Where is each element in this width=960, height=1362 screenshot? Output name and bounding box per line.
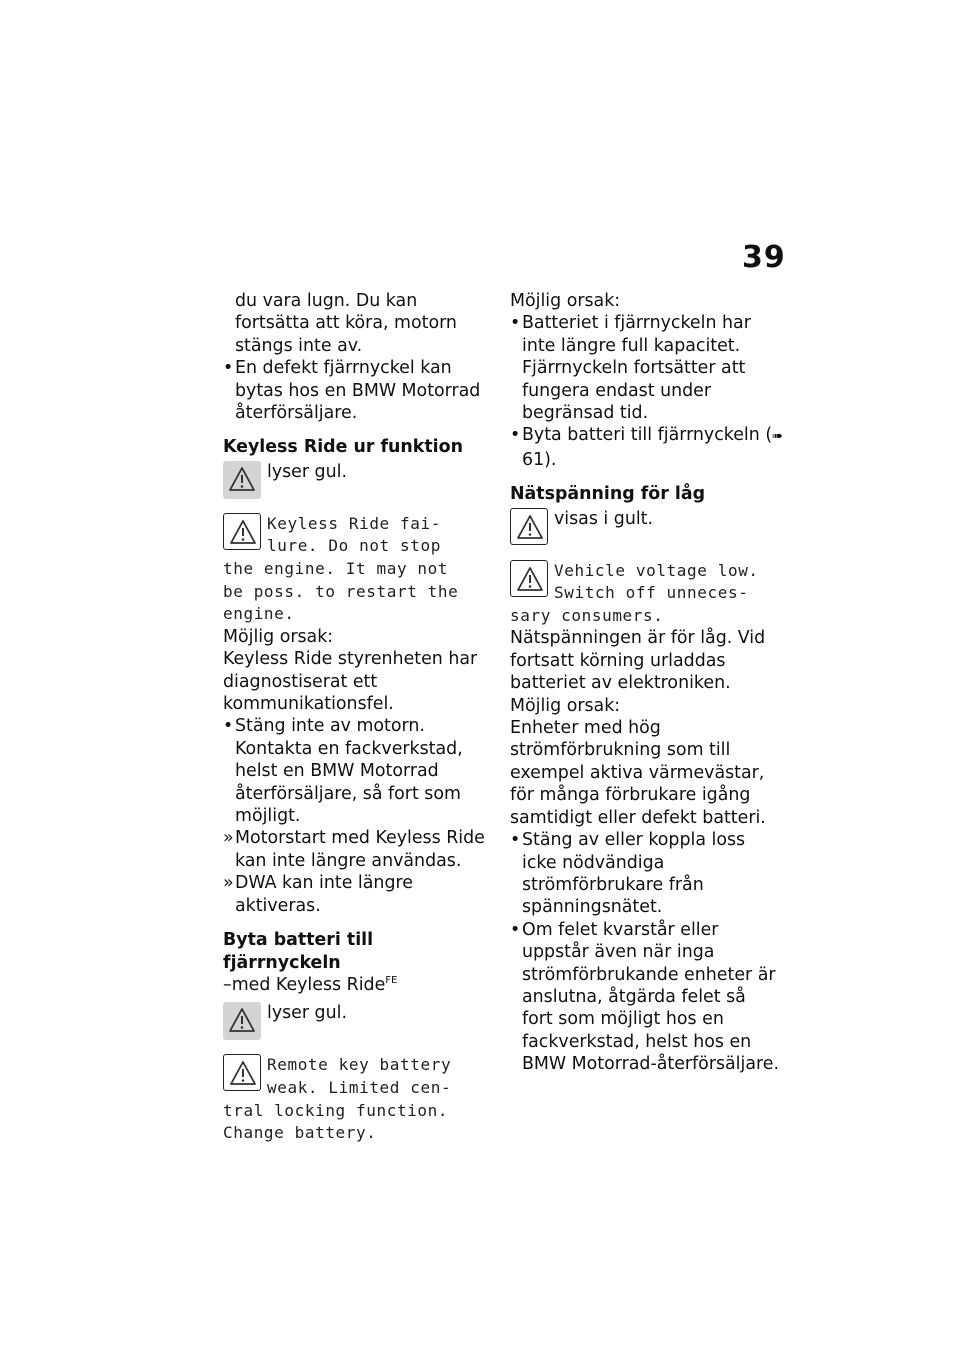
- section-heading-voltage: Nätspänning för låg: [510, 484, 706, 505]
- message-line: Switch off unneces-: [554, 583, 749, 603]
- page-number: 39: [742, 240, 786, 275]
- result-item: » DWA kan inte längre aktiveras.: [223, 872, 491, 917]
- message-line: sary consumers.: [510, 605, 664, 625]
- cause-label: Möjlig orsak:: [510, 695, 621, 716]
- cause-text: Keyless Ride styrenheten har diagnostiserat ett kommunikationsfel.: [223, 649, 478, 715]
- warning-triangle-icon: [223, 1002, 261, 1040]
- display-message-row: [223, 1054, 491, 1144]
- warning-triangle-icon: [223, 513, 261, 550]
- section-subheading: [223, 974, 491, 996]
- display-message-row: [510, 560, 782, 628]
- display-message-row: [223, 513, 491, 626]
- indicator-row: [223, 1002, 491, 1046]
- warning-triangle-icon: [510, 508, 548, 545]
- description-text: Nätspänningen är för låg. Vid fortsatt körning urladdas batteriet av elektroniken.: [510, 628, 766, 694]
- section-heading-battery: Byta batteri till fjärrnyckeln: [223, 930, 374, 973]
- page-reference: 61).: [522, 449, 557, 470]
- message-line: lure. Do not stop: [267, 536, 441, 556]
- warning-triangle-icon: [510, 560, 548, 597]
- cause-label: Möjlig orsak:: [223, 626, 334, 647]
- message-line: Vehicle voltage low.: [554, 560, 759, 580]
- message-line: weak. Limited cen-: [267, 1077, 452, 1097]
- indicator-row: [223, 461, 491, 505]
- bullet-item: [510, 424, 782, 471]
- message-line: Keyless Ride fai-: [267, 513, 441, 533]
- indicator-text: visas i gult.: [554, 508, 654, 529]
- bullet-item: • En defekt fjärrnyckel kan bytas hos en BMW Motorrad återförsäljare.: [223, 357, 491, 424]
- display-message: [223, 1054, 491, 1144]
- message-line: the engine. It may not: [223, 559, 449, 579]
- indicator-row: [510, 508, 782, 552]
- indicator-text: lyser gul.: [267, 1003, 347, 1024]
- cause-text: Enheter med hög strömförbrukning som till exempel aktiva värmevästar, för många förbrukare igång samtidigt eller defekt batteri.: [510, 718, 766, 828]
- result-item: » Motorstart med Keyless Ride kan inte längre användas.: [223, 827, 491, 872]
- superscript: FE: [385, 974, 398, 986]
- intro-text: du vara lugn. Du kan fortsätta att köra, motorn stängs inte av.: [235, 291, 457, 356]
- cause-label: Möjlig orsak:: [510, 291, 621, 311]
- left-column: [223, 290, 491, 1145]
- display-message: [510, 560, 782, 628]
- message-line: engine.: [223, 604, 295, 624]
- indicator-text: lyser gul.: [267, 461, 347, 482]
- right-column: [510, 290, 782, 1076]
- bullet-item: • Stäng inte av motorn. Kontakta en fackverkstad, helst en BMW Motorrad återförsäljare, så fort som möjligt.: [223, 715, 491, 827]
- message-line: Change battery.: [223, 1123, 377, 1143]
- warning-triangle-icon: [223, 461, 261, 499]
- subheading-text: –med Keyless Ride: [223, 974, 386, 995]
- section-heading-keyless: Keyless Ride ur funktion: [223, 437, 463, 458]
- message-line: tral locking function.: [223, 1100, 449, 1120]
- bullet-item: • Batteriet i fjärrnyckeln har inte längre full kapacitet. Fjärrnyckeln fortsätter att fungera endast under begränsad tid.: [510, 312, 782, 424]
- warning-triangle-icon: [223, 1054, 261, 1091]
- bullet-item: • Om felet kvarstår eller uppstår även när inga strömförbrukande enheter är anslutna, åtgärda felet så fort som möjligt hos en fackverkstad, helst hos en BMW Motorrad-återförsäljare.: [510, 919, 782, 1076]
- bullet-text: Byta batteri till fjärrnyckeln (: [522, 425, 773, 446]
- display-message: [223, 513, 491, 626]
- bullet-item: • Stäng av eller koppla loss icke nödvändiga strömförbrukare från spänningsnätet.: [510, 829, 782, 919]
- message-line: Remote key battery: [267, 1055, 452, 1075]
- page-reference-icon: ➠: [772, 429, 783, 445]
- message-line: be poss. to restart the: [223, 581, 459, 601]
